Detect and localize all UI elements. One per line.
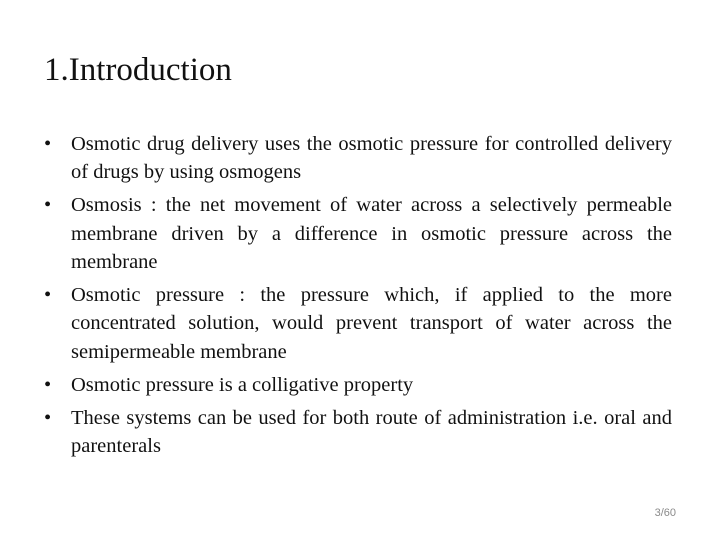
bullet-item (44, 130, 672, 187)
bullet-icon: • (44, 406, 52, 429)
bullet-list (44, 130, 672, 465)
bullet-icon: • (44, 194, 52, 217)
bullet-text: These systems can be used for both route of administration i.e. oral and parenterals (71, 406, 672, 458)
bullet-text: Osmosis : the net movement of water across a selectively permeable membrane driven by a difference in osmotic pressure across the membrane (71, 194, 672, 273)
bullet-item (44, 371, 672, 399)
bullet-text: Osmotic drug delivery uses the osmotic pressure for controlled delivery of drugs by using osmogens (71, 133, 672, 184)
bullet-text: Osmotic pressure is a colligative property (71, 373, 414, 396)
bullet-text: Osmotic pressure : the pressure which, if applied to the more concentrated solution, would prevent transport of water across the semipermeable membrane (71, 284, 672, 363)
bullet-item (44, 281, 672, 366)
page-number: 3/60 (654, 507, 676, 519)
bullet-item (44, 404, 672, 461)
slide-title: 1.Introduction (44, 52, 232, 88)
bullet-icon: • (44, 133, 52, 155)
bullet-item (44, 191, 672, 276)
bullet-icon: • (44, 373, 52, 396)
bullet-icon: • (44, 284, 52, 307)
